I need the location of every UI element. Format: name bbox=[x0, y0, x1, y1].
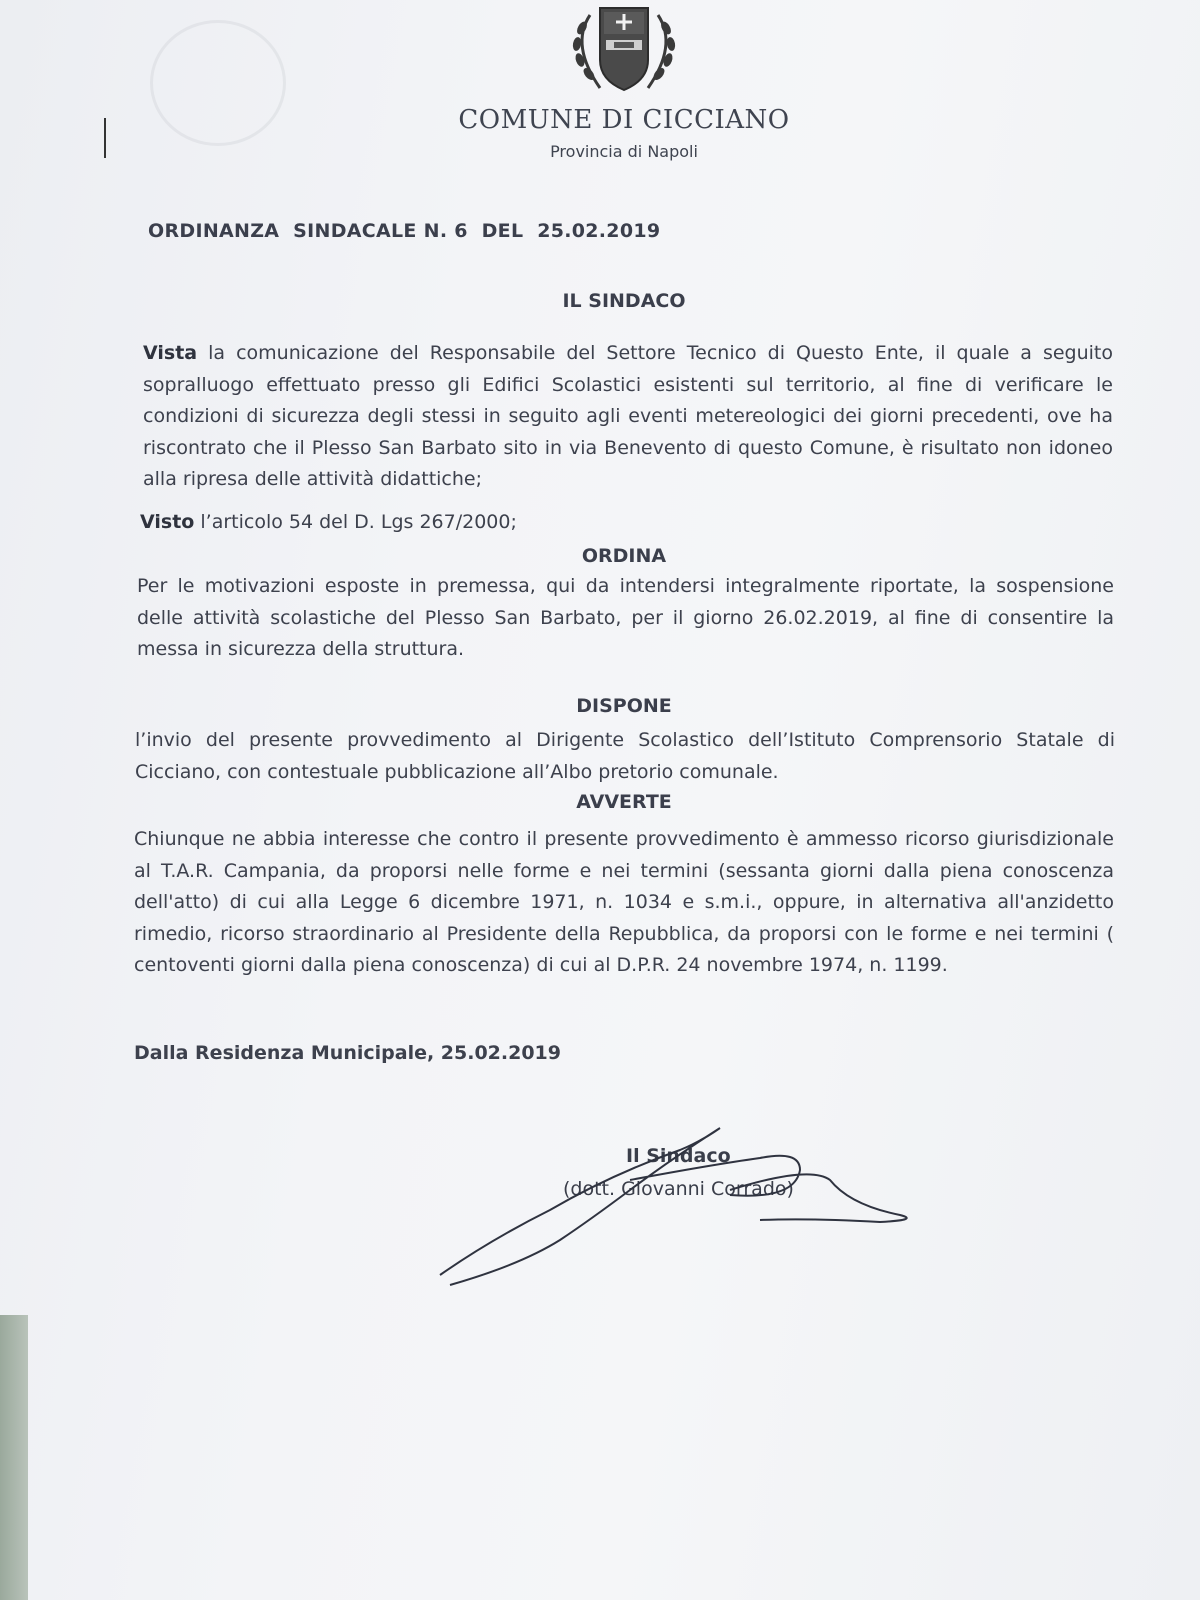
dispone-heading: DISPONE bbox=[576, 695, 672, 717]
ordina-heading: ORDINA bbox=[581, 545, 667, 567]
vista-label: Vista bbox=[143, 342, 198, 364]
sindaco-heading: IL SINDACO bbox=[562, 290, 686, 312]
ordinance-title: ORDINANZA SINDACALE N. 6 DEL 25.02.2019 bbox=[148, 220, 661, 242]
dispone-paragraph: l’invio del presente provvedimento al Dirigente Scolastico dell’Istituto Comprensorio Statale di Cicciano, con contestuale pubblicazione all’Albo pretorio comunale. bbox=[135, 729, 1115, 783]
avverte-heading: AVVERTE bbox=[576, 791, 672, 813]
province-subtitle: Provincia di Napoli bbox=[550, 142, 698, 161]
visto-label: Visto bbox=[140, 511, 195, 533]
municipality-title: COMUNE DI CICCIANO bbox=[458, 105, 790, 135]
handwritten-signature-icon bbox=[430, 1120, 930, 1290]
closing-line: Dalla Residenza Municipale, 25.02.2019 bbox=[134, 1042, 561, 1064]
avverte-paragraph: Chiunque ne abbia interesse che contro il presente provvedimento è ammesso ricorso giurisdizionale al T.A.R. Campania, da proporsi nelle forme e nei termini (sessanta giorni dalla piena conoscenza dell'atto) di cui alla Legge 6 dicembre 1971, n. 1034 e s.m.i., oppure, in alternativa all'anzidetto rimedio, ricorso straordinario al Presidente della Repubblica, da proporsi con le forme e nei termini ( centoventi giorni dalla piena conoscenza) di cui al D.P.R. 24 novembre 1974, n. 1199. bbox=[134, 828, 1114, 976]
ordina-paragraph: Per le motivazioni esposte in premessa, qui da intendersi integralmente riportate, la sospensione delle attività scolastiche del Plesso San Barbato, per il giorno 26.02.2019, al fine di consentire la messa in sicurezza della struttura. bbox=[137, 575, 1114, 660]
visto-paragraph bbox=[140, 507, 1110, 539]
signature-title: Il Sindaco bbox=[626, 1145, 731, 1167]
background-edge bbox=[0, 1315, 28, 1600]
visto-text: l’articolo 54 del D. Lgs 267/2000; bbox=[200, 511, 517, 533]
municipal-crest-icon bbox=[560, 0, 688, 100]
vista-text: la comunicazione del Responsabile del Settore Tecnico di Questo Ente, il quale a seguito sopralluogo effettuato presso gli Edifici Scolastici esistenti sul territorio, al fine di verificare le condizioni di sicurezza degli stessi in seguito agli eventi metereologici dei giorni precedenti, ove ha riscontrato che il Plesso San Barbato sito in via Benevento di questo Comune, è risultato non idoneo alla ripresa delle attività didattiche; bbox=[143, 342, 1113, 490]
signature-name: (dott. Giovanni Corrado) bbox=[563, 1178, 794, 1200]
vista-paragraph bbox=[143, 338, 1113, 496]
